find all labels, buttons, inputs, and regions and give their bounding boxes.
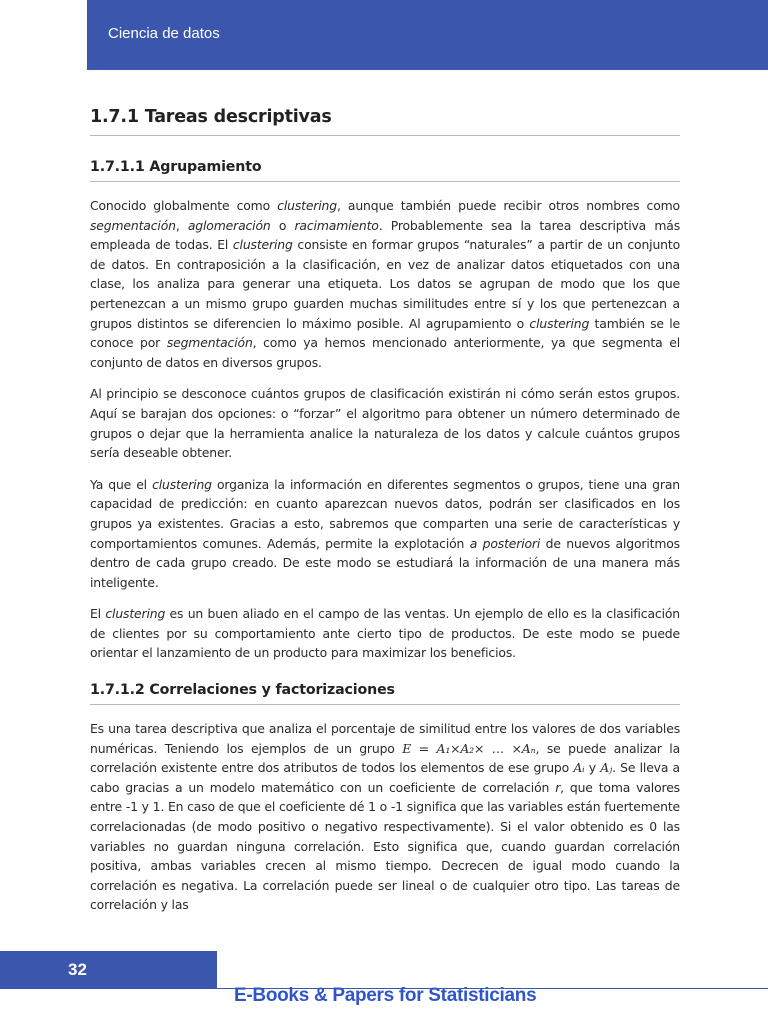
watermark-text: E-Books & Papers for Statisticians — [234, 985, 537, 1006]
paragraph-1: Conocido globalmente como clustering, aunque también puede recibir otros nombres como segmentación, aglomeración o racimamiento. Probablemente sea la tarea descriptiva más empleada de todas. El clustering consiste en formar grupos “naturales” a partir de un conjunto de datos. En contraposición a la clasificación, en vez de analizar datos etiquetados con una clase, los analiza para generar una etiqueta. Los datos se agrupan de modo que los que pertenezcan a un mismo grupo guarden muchas similitudes entre sí y los que pertenezcan a grupos distintos se diferencien lo máximo posible. Al agrupamiento o clustering también se le conoce por segmentación, como ya hemos mencionado anteriormente, ya que segmenta el conjunto de datos en diversos grupos. — [90, 198, 681, 370]
paragraph-3: Ya que el clustering organiza la información en diferentes segmentos o grupos, tiene una gran capacidad de predicción: en cuanto aparezcan nuevos datos, podrán ser clasificados en los grupos ya existentes. Gracias a esto, sabremos que comparten una serie de características y comportamientos comunes. Además, permite la explotación a posteriori de nuevos algoritmos dentro de cada grupo creado. De este modo se estudiará la información de una manera más inteligente. — [90, 476, 680, 590]
paragraph-4: El clustering es un buen aliado en el campo de las ventas. Un ejemplo de ello es la clasificación de clientes por su comportamiento ante cierto tipo de productos. De este modo se puede orientar el lanzamiento de un producto para maximizar los beneficios. — [90, 606, 681, 661]
subsection-heading-agrupamiento: 1.7.1.1 Agrupamiento — [90, 156, 680, 182]
page-number: 32 — [68, 960, 87, 979]
equation-aj: Aⱼ — [600, 760, 613, 776]
paragraph-2: Al principio se desconoce cuántos grupos de clasificación existirán ni cómo serán estos grupos. Aquí se barajan dos opciones: o “forzar” el algoritmo para obtener un número determinado de grupos o dejar que la herramienta analice la naturaleza de los datos y calcule cuántos grupos sería deseable obtener. — [90, 386, 680, 461]
equation-group: E = A₁×A₂× … ×Aₙ — [402, 740, 536, 756]
page-content — [90, 104, 680, 915]
equation-ai: Aᵢ — [573, 760, 585, 776]
subsection-heading-correlaciones: 1.7.1.2 Correlaciones y factorizaciones — [90, 679, 680, 705]
running-header-title: Ciencia de datos — [108, 25, 220, 42]
footer-band — [0, 951, 217, 989]
header-band — [87, 0, 768, 70]
paragraph-5: Es una tarea descriptiva que analiza el porcentaje de similitud entre los valores de dos variables numéricas. Teniendo los ejemplos de un grupo E = A₁×A₂× … ×Aₙ, se puede analizar la correlación existente entre dos atributos de todos los elementos de ese grupo Aᵢ y Aⱼ. Se lleva a cabo gracias a un modelo matemático con un coeficiente de correlación r, que toma valores entre -1 y 1. En caso de que el coeficiente dé 1 o -1 significa que las variables están fuertemente correlacionadas (de modo positivo o negativo respectivamente). Si el valor obtenido es 0 las variables no guardan ninguna correlación. Esto significa que, cuando guardan correlación positiva, ambas variables crecen al mismo tiempo. Decrecen de igual modo cuando la correlación es negativa. La correlación puede ser lineal o de cualquier otro tipo. Las tareas de correlación y las — [90, 721, 681, 913]
section-heading: 1.7.1 Tareas descriptivas — [90, 104, 680, 136]
